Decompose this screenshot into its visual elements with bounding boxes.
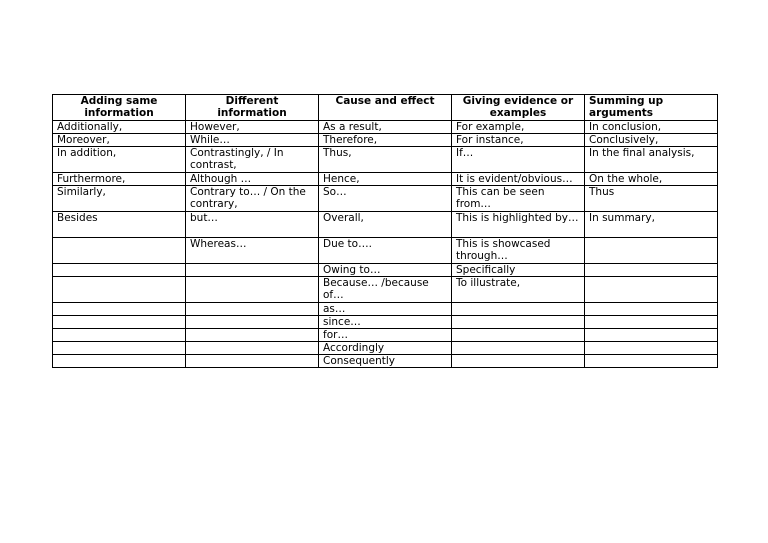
table-cell [452,303,585,316]
table-cell: On the whole, [585,173,718,186]
table-row [53,316,718,329]
table-cell: This is showcased through… [452,238,585,264]
table-cell: In summary, [585,212,718,238]
table-row [53,342,718,355]
table-cell [186,342,319,355]
table-cell: Therefore, [319,134,452,147]
table-cell [53,342,186,355]
table-cell [452,316,585,329]
table-row [53,173,718,186]
table-cell [585,264,718,277]
table-cell: So… [319,186,452,212]
table-cell [53,316,186,329]
header-summing-up: Summing up arguments [585,95,718,121]
table-cell: Conclusively, [585,134,718,147]
table-cell: since… [319,316,452,329]
header-adding-same-information: Adding same information [53,95,186,121]
table-cell: Because… /because of… [319,277,452,303]
table-cell: Accordingly [319,342,452,355]
table-cell: For instance, [452,134,585,147]
table-cell [585,238,718,264]
table-cell [186,316,319,329]
table-cell: This is highlighted by… [452,212,585,238]
table-cell: Consequently [319,355,452,368]
table-cell [53,303,186,316]
table-row [53,303,718,316]
table-cell: This can be seen from… [452,186,585,212]
table-row [53,264,718,277]
table-cell [452,329,585,342]
table-cell [53,238,186,264]
table-cell: Moreover, [53,134,186,147]
table-cell [585,355,718,368]
table-cell [585,303,718,316]
table-cell [585,277,718,303]
header-giving-evidence: Giving evidence or examples [452,95,585,121]
table-row [53,121,718,134]
table-cell: Besides [53,212,186,238]
table-row [53,212,718,238]
header-cause-and-effect: Cause and effect [319,95,452,121]
table-row [53,329,718,342]
table-row [53,355,718,368]
table-row [53,277,718,303]
table-cell: Similarly, [53,186,186,212]
table-cell: As a result, [319,121,452,134]
table-cell [452,355,585,368]
table-cell: as… [319,303,452,316]
table-cell [186,264,319,277]
table-cell: Specifically [452,264,585,277]
table-cell: To illustrate, [452,277,585,303]
table-cell: Owing to… [319,264,452,277]
table-cell [186,277,319,303]
table-cell: Due to…. [319,238,452,264]
table-cell: For example, [452,121,585,134]
table-row [53,238,718,264]
table-cell [53,277,186,303]
table-cell: In the final analysis, [585,147,718,173]
table-cell [53,355,186,368]
table-cell: Contrary to… / On the contrary, [186,186,319,212]
table-cell [585,342,718,355]
table-row [53,186,718,212]
table-row [53,134,718,147]
table-cell [585,316,718,329]
table-cell: Overall, [319,212,452,238]
table-cell [186,329,319,342]
table-cell: Additionally, [53,121,186,134]
table-cell: It is evident/obvious… [452,173,585,186]
table-row [53,147,718,173]
table-cell [186,355,319,368]
table-cell: Furthermore, [53,173,186,186]
table-cell: If… [452,147,585,173]
table-cell: Whereas… [186,238,319,264]
table-cell [585,329,718,342]
table-cell: for… [319,329,452,342]
header-different-information: Different information [186,95,319,121]
connectives-table [52,94,718,368]
table-cell: Hence, [319,173,452,186]
table-cell: In addition, [53,147,186,173]
table-cell [186,303,319,316]
table-header-row [53,95,718,121]
table-cell [53,329,186,342]
table-cell: Thus, [319,147,452,173]
table-cell [53,264,186,277]
table-cell [452,342,585,355]
table-cell: Thus [585,186,718,212]
table-cell: but… [186,212,319,238]
table-cell: Contrastingly, / In contrast, [186,147,319,173]
table-cell: Although … [186,173,319,186]
table-cell: However, [186,121,319,134]
table-cell: In conclusion, [585,121,718,134]
table-cell: While… [186,134,319,147]
